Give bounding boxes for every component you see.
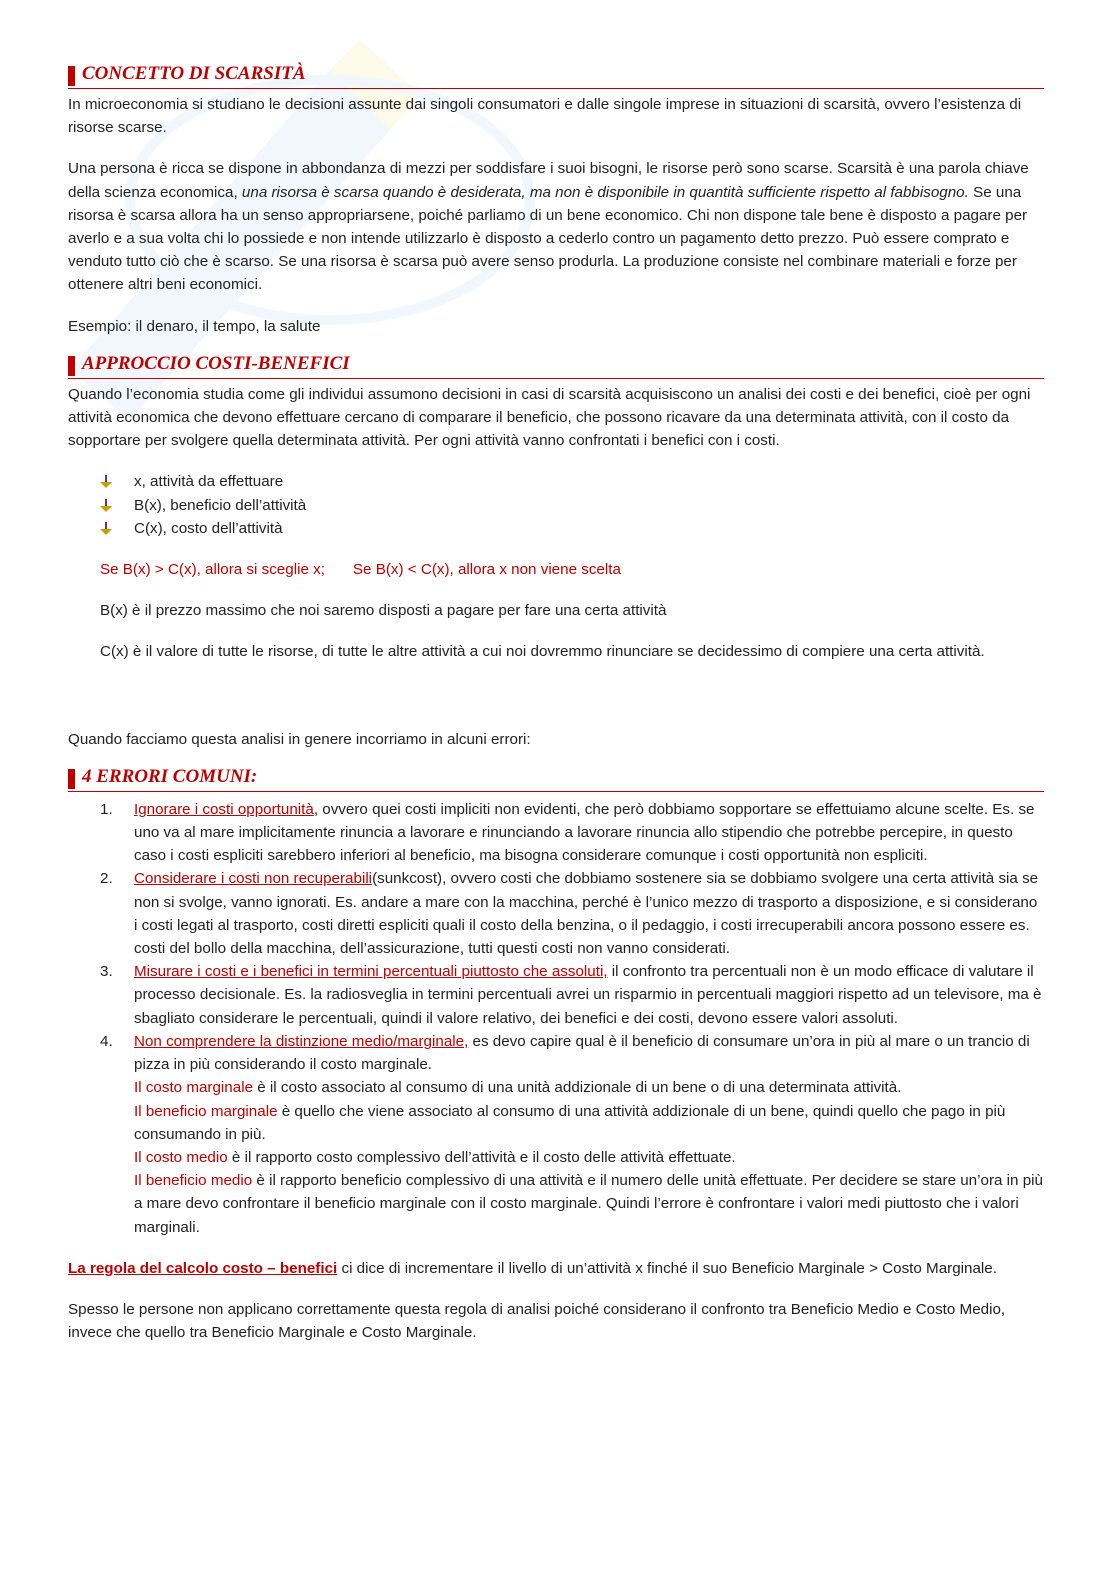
- heading-errori-comuni: 4 ERRORI COMUNI:: [68, 765, 1044, 792]
- bullet-list: [100, 470, 1044, 540]
- paragraph-cx: C(x) è il valore di tutte le risorse, di tutte le altre attività a cui noi dovremmo rinunciare se decidessimo di compiere una certa attività.: [100, 643, 985, 661]
- definition-costo-marginale: Il costo marginale è il costo associato al consumo di una unità addizionale di un bene o di una determinata attività.: [134, 1079, 902, 1097]
- heading-approccio-costi-benefici: APPROCCIO COSTI-BENEFICI: [68, 352, 1044, 379]
- list-item: 2. Considerare i costi non recuperabili(sunkcost), ovvero costi che dobbiamo sostenere sia se dobbiamo svolgere una certa attività sia se non si svolge, vanno ignorati. Es. andare a mare con la macchina, perché è l’unico mezzo di trasporto a disposizione, e si considerano i costi legati al trasporto, costi diretti espliciti quali il costo della benzina, o il pedaggio, i costi irrecuperabili ancora possono essere es. costi del bollo della macchina, dell’assicurazione, tutti questi costi non vanno considerati.: [100, 870, 1039, 958]
- paragraph-scarsita: Una persona è ricca se dispone in abbondanza di mezzi per soddisfare i suoi bisogni, le risorse però sono scarse. Scarsità è una parola chiave della scienza economica, una risorsa è scarsa quando è desiderata, ma non è disponibile in quantità sufficiente rispetto al fabbisogno. Se una risorsa è scarsa allora ha un senso appropriarsene, poiché parliamo di un bene economico. Chi non dispone tale bene è disposto a pagare per averlo e a sua volta chi lo possiede e non intende utilizzarlo è disposto a cederlo contro un pagamento detto prezzo. Può essere comprato e venduto tutto ciò che è scarso. Se una risorsa è scarsa può avere senso produrla. La produzione consiste nel combinare materiali e forze per ottenere altri beni economici.: [68, 160, 1029, 294]
- decision-rule: Se B(x) > C(x), allora si sceglie x; Se B(x) < C(x), allora x non viene scelta: [100, 561, 621, 579]
- paragraph-esempio: Esempio: il denaro, il tempo, la salute: [68, 317, 321, 335]
- list-item: 3. Misurare i costi e i benefici in termini percentuali piuttosto che assoluti, il confronto tra percentuali non è un modo efficace di valutare il processo decisionale. Es. la radiosveglia in termini percentuali avrei un risparmio in percentuali maggiori rispetto ad un televisore, ma è sbagliato considerare le percentuali, quindi il valore relativo, dei benefici e dei costi, devono essere valori assoluti.: [100, 963, 1042, 1027]
- arrow-down-bullet-icon: [100, 499, 112, 513]
- list-item: B(x), beneficio dell’attività: [100, 494, 1044, 517]
- list-item: 1. Ignorare i costi opportunità, ovvero quei costi impliciti non evidenti, che però dobbiamo sopportare se effettuiamo alcune scelte. Es. se uno va al mare implicitamente rinuncia a lavorare e rinunciando a lavorare rinuncia allo stipendio che potrebbe percepire, in questo caso i costi espliciti sarebbero inferiori al beneficio, ma bisogna considerare comunque i costi opportunità non espliciti.: [100, 800, 1035, 865]
- errori-list: [68, 798, 1044, 1239]
- paragraph-regola: La regola del calcolo costo – benefici ci dice di incrementare il livello di un’attività x finché il suo Beneficio Marginale > Costo Marginale.: [68, 1259, 997, 1277]
- paragraph-bx: B(x) è il prezzo massimo che noi saremo disposti a pagare per fare una certa attività: [100, 602, 667, 620]
- list-item: C(x), costo dell’attività: [100, 517, 1044, 540]
- arrow-down-bullet-icon: [100, 475, 112, 489]
- definition-beneficio-marginale: Il beneficio marginale è quello che viene associato al consumo di una attività addizionale di un bene, quindi quello che pago in più consumando in più.: [134, 1102, 1006, 1143]
- paragraph-costi-benefici: Quando l’economia studia come gli individui assumono decisioni in casi di scarsità acquisiscono un analisi dei costi e dei benefici, cioè per ogni attività economica che devono effettuare cercano di comparare il beneficio, che possono ricavare da una determinata attività, con il costo da sopportare per svolgere quella determinata attività. Per ogni attività vanno confrontati i benefici con i costi.: [68, 385, 1031, 450]
- document-page: [68, 62, 1044, 1344]
- list-item: 4. Non comprendere la distinzione medio/marginale, es devo capire qual è il beneficio di consumare un’ora in più al mare o un trancio di pizza in più considerando il costo marginale. Il costo marginale è il costo associato al consumo di una unità addizionale di un bene o di una determinata attività. Il beneficio marginale è quello che viene associato al consumo di una attività addizionale di un bene, quindi quello che pago in più consumando in più. Il costo medio è il rapporto costo complessivo dell’attività e il costo delle attività effettuate. Il beneficio medio è il rapporto beneficio complessivo di una attività e il numero delle unità effettuate. Per decidere se stare un’ora in più a mare devo confrontare il beneficio marginale con il costo marginale. Quindi l’errore è confrontare i valori medi piuttosto che i valori marginali.: [68, 1030, 1044, 1239]
- definition-beneficio-medio: Il beneficio medio è il rapporto beneficio complessivo di una attività e il numero delle unità effettuate. Per decidere se stare un’ora in più a mare devo confrontare il beneficio marginale con il costo marginale. Quindi l’errore è confrontare i valori medi piuttosto che i valori marginali.: [134, 1172, 1043, 1236]
- definition-costo-medio: Il costo medio è il rapporto costo complessivo dell’attività e il costo delle attività effettuate.: [134, 1148, 736, 1166]
- paragraph-intro: In microeconomia si studiano le decisioni assunte dai singoli consumatori e dalle singole imprese in situazioni di scarsità, ovvero l’esistenza di risorse scarse.: [68, 96, 1022, 137]
- heading-concetto-scarsita: CONCETTO DI SCARSITÀ: [68, 62, 1044, 89]
- paragraph-final: Spesso le persone non applicano correttamente questa regola di analisi poiché considerano il confronto tra Beneficio Medio e Costo Medio, invece che quello tra Beneficio Marginale e Costo Marginale.: [68, 1300, 1006, 1342]
- paragraph-errori-intro: Quando facciamo questa analisi in genere incorriamo in alcuni errori:: [68, 730, 531, 748]
- arrow-down-bullet-icon: [100, 522, 112, 536]
- list-item: x, attività da effettuare: [100, 470, 1044, 493]
